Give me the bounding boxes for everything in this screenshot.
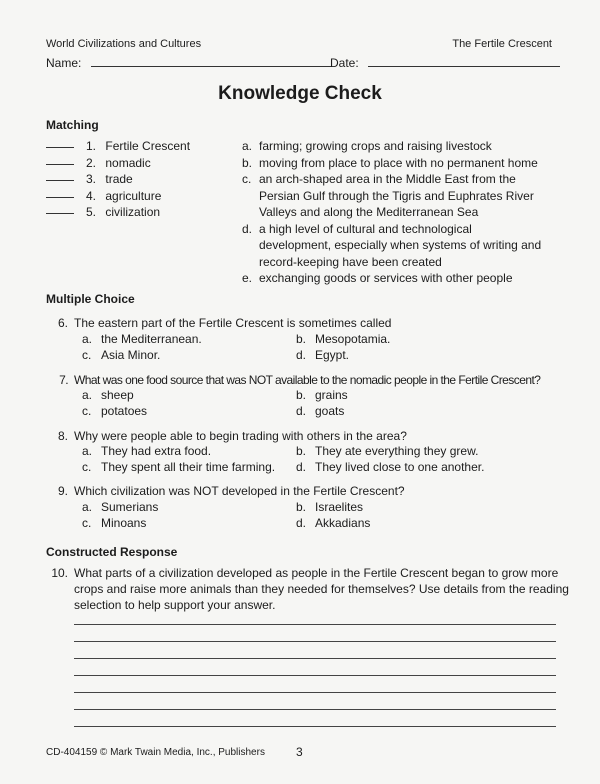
choice-option[interactable]: b. grains [296,388,348,402]
answer-line[interactable] [74,726,556,727]
term-item: 5. civilization [46,204,190,221]
answer-line[interactable] [74,675,556,676]
choice-option[interactable]: c. Minoans [82,516,147,530]
term-item: 4. agriculture [46,188,190,205]
definition-item: b. moving from place to place with no permanent home [242,155,538,170]
choice-option[interactable]: c. potatoes [82,404,148,418]
name-field[interactable] [46,56,331,70]
choice-option[interactable]: b. Mesopotamia. [296,332,391,346]
choice-option[interactable]: c. They spent all their time farming. [82,460,276,474]
choice-option[interactable]: d. They lived close to one another. [296,460,485,474]
page-title: Knowledge Check [218,83,382,104]
matching-definitions [242,138,545,287]
term-item: 2. nomadic [46,155,190,172]
choice-option[interactable]: a. sheep [82,388,134,402]
matching-heading: Matching [46,118,99,132]
page-number: 3 [296,745,303,759]
definition-item: e. exchanging goods or services with other people [242,271,513,285]
term-item: 1. Fertile Crescent [46,138,190,155]
question-8: 8. Why were people able to begin trading with others in the area? [57,429,407,443]
choice-option[interactable]: d. goats [296,404,345,418]
definition-item: c. an arch-shaped area in the Middle East from the Persian Gulf through the Tigris and Euphrates River Valleys and along the Mediterranean Sea [242,172,534,219]
answer-blank[interactable] [46,197,74,198]
answer-blank[interactable] [46,180,74,181]
answer-line[interactable] [74,641,556,642]
question-7: 7. What was one food source that was NOT available to the nomadic people in the Fertile Crescent? [59,373,541,387]
book-title: World Civilizations and Cultures [46,38,202,50]
choice-option[interactable]: b. Israelites [296,500,364,514]
answer-blank[interactable] [46,213,74,214]
date-label: Date: [330,56,359,70]
definition-item: a. farming; growing crops and raising livestock [242,139,492,153]
choice-option[interactable]: d. Akkadians [296,516,371,530]
name-label: Name: [46,56,82,70]
choice-option[interactable]: b. They ate everything they grew. [296,444,479,458]
term-item: 3. trade [46,171,190,188]
answer-blank[interactable] [46,164,74,165]
multiple-choice-heading: Multiple Choice [46,292,135,306]
chapter-title: The Fertile Crescent [452,38,552,50]
choice-option[interactable]: a. Sumerians [82,500,159,514]
answer-line[interactable] [74,624,556,625]
answer-line[interactable] [74,658,556,659]
choice-option[interactable]: a. the Mediterranean. [82,332,202,346]
name-blank[interactable] [91,65,331,67]
answer-blank[interactable] [46,147,74,148]
answer-line[interactable] [74,709,556,710]
copyright-footer: CD-404159 © Mark Twain Media, Inc., Publishers [46,747,265,758]
question-10-line: crops and raise more animals than they needed for themselves? Use details from the reading [74,582,569,596]
date-field[interactable] [330,56,560,70]
question-6: 6. The eastern part of the Fertile Crescent is sometimes called [57,316,392,330]
choice-option[interactable]: a. They had extra food. [82,444,212,458]
choice-option[interactable]: c. Asia Minor. [82,348,161,362]
question-10: 10. What parts of a civilization developed as people in the Fertile Crescent began to grow more [51,566,559,580]
question-9: 9. Which civilization was NOT developed in the Fertile Crescent? [57,484,405,498]
choice-option[interactable]: d. Egypt. [296,348,350,362]
definition-item: d. a high level of cultural and technological development, especially when systems of writing and record-keeping have been created [242,221,542,269]
answer-line[interactable] [74,692,556,693]
constructed-response-heading: Constructed Response [46,545,178,559]
question-10-line: selection to help support your answer. [74,598,276,612]
matching-terms [46,138,190,221]
date-blank[interactable] [368,65,560,67]
